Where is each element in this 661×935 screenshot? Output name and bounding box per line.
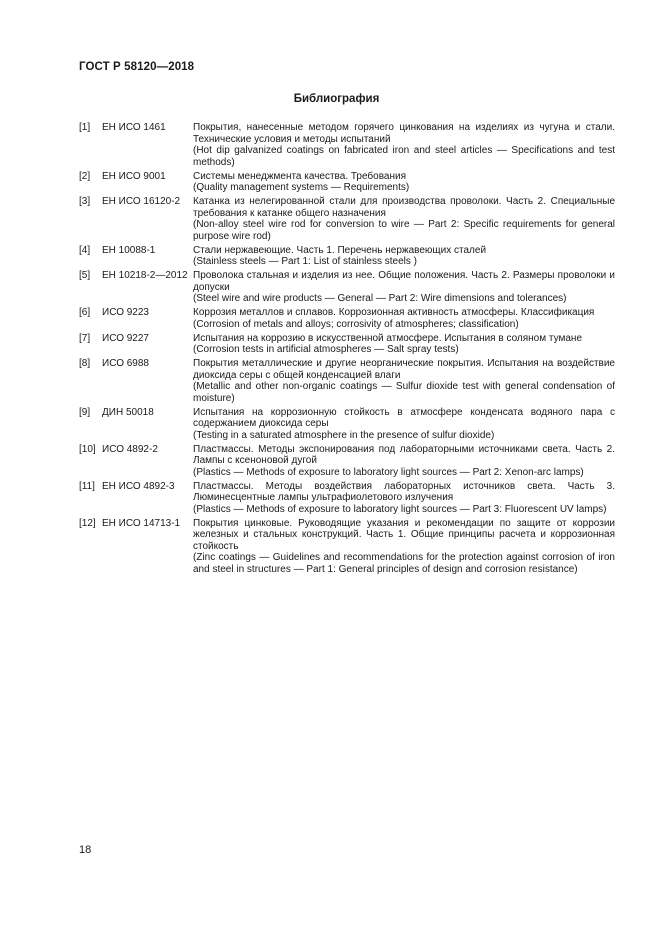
entry-description: [193, 358, 615, 404]
standard-code: ЕН 10218-2—2012: [102, 270, 188, 281]
entry-description: [193, 444, 615, 479]
entry-description: [193, 245, 615, 268]
page-number: 18: [79, 844, 92, 856]
entry-title-en: (Plastics — Methods of exposure to laboratory light sources — Part 3: Fluorescent UV lamps): [193, 503, 607, 515]
entry-description: [193, 518, 615, 576]
entry-description: [193, 171, 615, 194]
standard-code: ИСО 9227: [102, 332, 149, 344]
entry-description: [193, 196, 615, 242]
entry-description: [193, 481, 615, 516]
bibliography-entry: [79, 122, 615, 168]
entry-title-en: (Steel wire and wire products — General — Part 2: Wire dimensions and tolerances): [193, 293, 567, 304]
entry-number: [9]: [79, 406, 91, 418]
bibliography-entry: [79, 171, 615, 194]
bibliography-entry: [79, 358, 615, 404]
standard-code: ЕН ИСО 9001: [102, 170, 166, 182]
entry-number: [5]: [79, 270, 91, 281]
bibliography-entry: [79, 481, 615, 516]
entry-number: [8]: [79, 358, 91, 369]
bibliography-entry: [79, 270, 615, 305]
standard-code: ЕН ИСО 1461: [102, 122, 166, 133]
bibliography-entry: [79, 245, 615, 268]
standard-code: ДИН 50018: [102, 406, 154, 418]
entry-number: [7]: [79, 332, 91, 344]
entry-number: [4]: [79, 244, 91, 256]
entry-description: [193, 333, 615, 356]
document-header: ГОСТ Р 58120—2018: [79, 61, 195, 73]
entry-title-ru: Испытания на коррозию в искусственной атмосфере. Испытания в соляном тумане: [193, 332, 582, 344]
entry-title-en: (Metallic and other non-organic coatings — Sulfur dioxide test with general condensation of moisture): [193, 381, 615, 404]
entry-number: [12]: [79, 517, 96, 529]
entry-description: [193, 407, 615, 442]
entry-title-ru: Испытания на коррозионную стойкость в атмосфере конденсата водяного пара с содержанием диоксида серы: [193, 406, 615, 429]
entry-number: [10]: [79, 443, 96, 455]
standard-code: ЕН 10088-1: [102, 244, 156, 256]
entry-number: [3]: [79, 196, 91, 207]
entry-number: [6]: [79, 307, 91, 318]
entry-number: [2]: [79, 170, 91, 182]
bibliography-entry: [79, 333, 615, 356]
standard-code: ИСО 9223: [102, 307, 149, 318]
entry-title-en: (Hot dip galvanized coatings on fabricated iron and steel articles — Specifications and test methods): [193, 145, 615, 168]
entry-title-en: (Non-alloy steel wire rod for conversion to wire — Part 2: Specific requirements for general purpose wire rod): [193, 219, 615, 242]
entry-number: [11]: [79, 480, 95, 492]
standard-code: ЕН ИСО 16120-2: [102, 196, 181, 207]
entry-number: [1]: [79, 122, 91, 133]
entry-title-ru: Катанка из нелегированной стали для производства проволоки. Часть 2. Специальные требования к катанке общего назначения: [193, 196, 615, 219]
entry-description: [193, 270, 615, 305]
bibliography-entry: [79, 307, 615, 330]
bibliography-entry: [79, 518, 615, 576]
standard-code: ЕН ИСО 14713-1: [102, 517, 181, 529]
entry-title-ru: Системы менеджмента качества. Требования: [193, 170, 407, 182]
entry-title-ru: Пластмассы. Методы экспонирования под лабораторными источниками света. Часть 2. Лампы с ксеноновой дугой: [193, 443, 615, 466]
entry-title-en: (Corrosion of metals and alloys; corrosivity of atmospheres; classification): [193, 318, 519, 330]
entry-title-ru: Пластмассы. Методы воздействия лабораторных источников света. Часть 3. Люминесцентные лампы ультрафиолетового излучения: [193, 480, 615, 503]
standard-code: ИСО 6988: [102, 358, 149, 369]
entry-title-ru: Покрытия, нанесенные методом горячего цинкования на изделиях из чугуна и стали. Технические условия и методы испытаний: [193, 122, 615, 145]
entry-description: [193, 122, 615, 168]
bibliography-entry: [79, 444, 615, 479]
entry-title-en: (Zinc coatings — Guidelines and recommendations for the protection against corrosion of iron and steel in structures — Part 1: General principles of design and corrosion resistance): [193, 552, 615, 575]
entry-description: [193, 307, 615, 330]
entry-title-ru: Покрытия цинковые. Руководящие указания и рекомендации по защите от коррозии железных и стальных конструкций. Часть 1. Общие принципы расчета и коррозионная стойкость: [193, 517, 615, 552]
entry-title-ru: Покрытия металлические и другие неорганические покрытия. Испытания на воздействие диоксида серы с общей конденсацией влаги: [193, 358, 615, 381]
standard-code: ИСО 4892-2: [102, 443, 158, 455]
bibliography-entry: [79, 407, 615, 442]
entry-title-ru: Проволока стальная и изделия из нее. Общие положения. Часть 2. Размеры проволоки и допуски: [193, 270, 615, 293]
entry-title-en: (Stainless steels — Part 1: List of stainless steels ): [193, 256, 417, 267]
entry-title-en: (Quality management systems — Requirements): [193, 182, 410, 193]
entry-title-ru: Стали нержавеющие. Часть 1. Перечень нержавеющих сталей: [193, 244, 487, 256]
entry-title-ru: Коррозия металлов и сплавов. Коррозионная активность атмосферы. Классификация: [193, 307, 595, 318]
standard-code: ЕН ИСО 4892-3: [102, 480, 175, 492]
entry-title-en: (Plastics — Methods of exposure to laboratory light sources — Part 2: Xenon-arc lamps): [193, 466, 584, 478]
entry-title-en: (Testing in a saturated atmosphere in the presence of sulfur dioxide): [193, 429, 495, 441]
bibliography-entry: [79, 196, 615, 242]
section-title: Библиография: [293, 93, 380, 105]
entry-title-en: (Corrosion tests in artificial atmospheres — Salt spray tests): [193, 344, 459, 355]
bibliography-list: [79, 122, 615, 578]
